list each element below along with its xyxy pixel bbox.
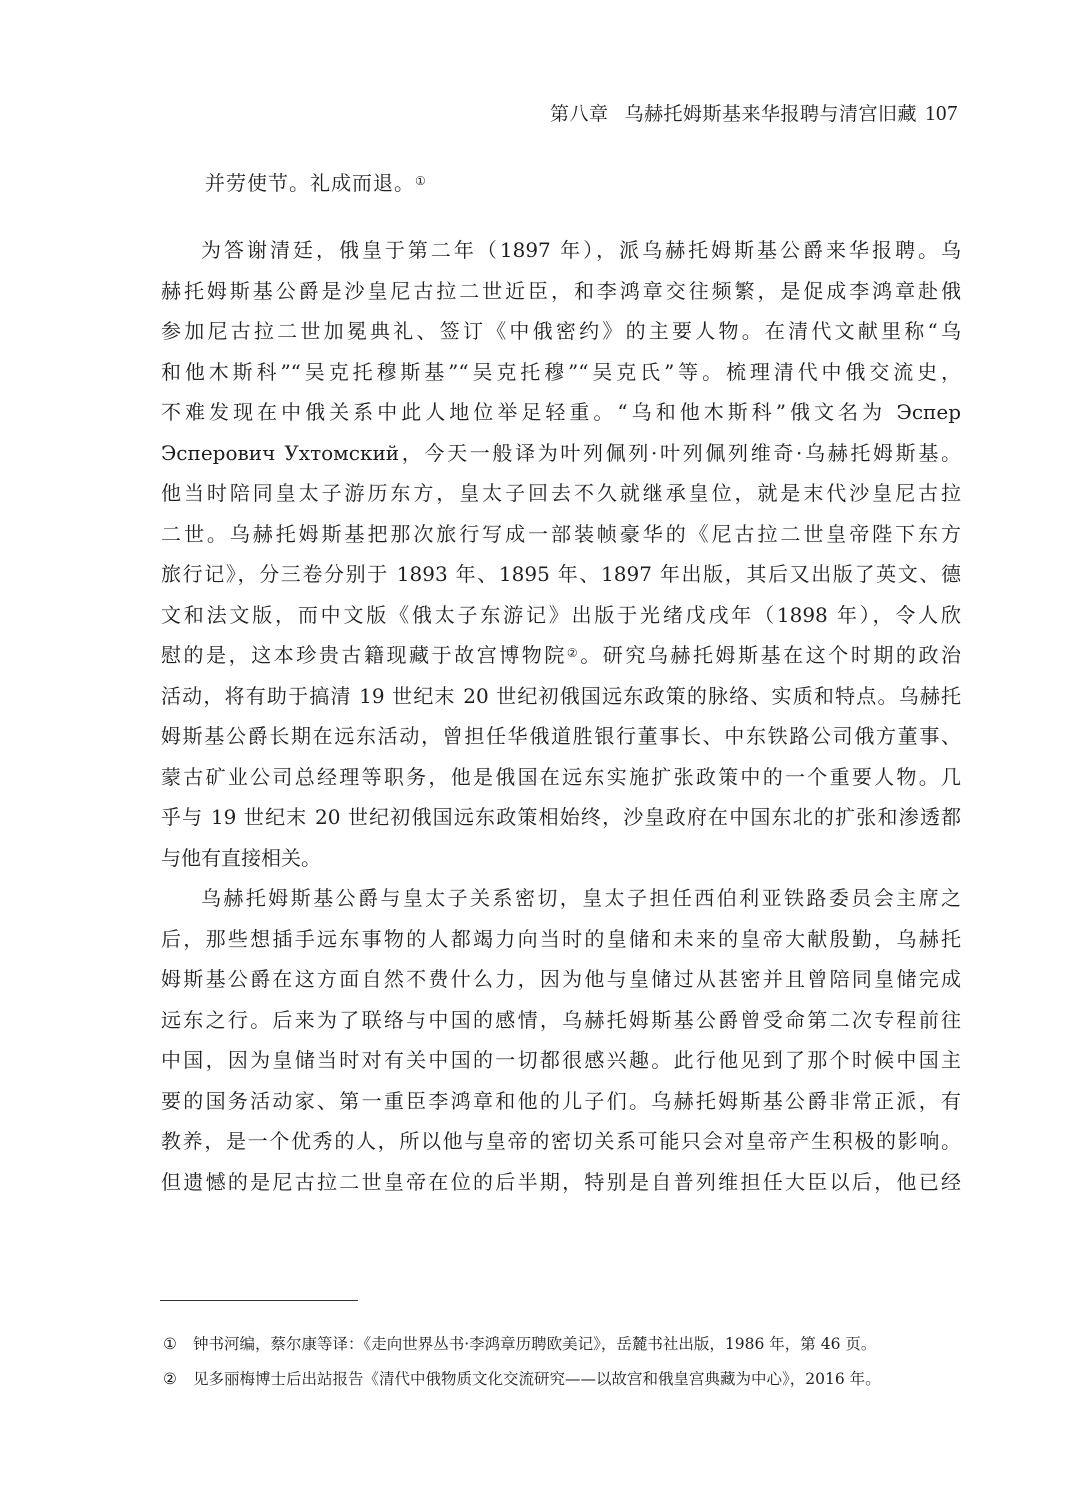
quote-line [205,168,427,198]
footnote-item [163,1327,963,1362]
quote-text: 并劳使节。礼成而退。 [205,171,415,195]
paragraph-line: Эсперович Ухтомский，今天一般译为叶列佩列·叶列佩列维奇·乌赫托姆斯基。 [161,440,961,465]
paragraph-line: 乎与 19 世纪末 20 世纪初俄国远东政策相始终，沙皇政府在中国东北的扩张和渗透都 [161,805,961,829]
line-text: 。研究乌赫托姆斯基在这个时期的政治 [580,643,962,667]
paragraph-line: 与他有直接相关。 [161,845,321,870]
paragraph-line: 教养，是一个优秀的人，所以他与皇帝的密切关系可能只会对皇帝产生积极的影响。 [161,1129,961,1153]
footnote-text: 钟书河编，蔡尔康等译：《走向世界丛书·李鸿章历聘欧美记》，岳麓书社出版，1986 年，第 46 页。 [193,1335,877,1353]
footnote-ref-1: ① [415,174,427,188]
body-text [161,230,961,1202]
footnote-text: 见多丽梅博士后出站报告《清代中俄物质文化交流研究——以故宫和俄皇宫典藏为中心》，2016 年。 [193,1370,881,1388]
paragraph-line: 远东之行。后来为了联络与中国的感情，乌赫托姆斯基公爵曾受命第二次专程前往 [161,1007,961,1032]
paragraph-line: 和他木斯科”“吴克托穆斯基”“吴克托穆”“吴克氏”等。梳理清代中俄交流史， [161,359,961,384]
footnote-mark: ② [163,1370,177,1388]
paragraph-line: 为答谢清廷，俄皇于第二年（1897 年），派乌赫托姆斯基公爵来华报聘。乌 [201,238,961,262]
page-number: 107 [925,101,958,125]
paragraph-line: 活动，将有助于搞清 19 世纪末 20 世纪初俄国远东政策的脉络、实质和特点。乌赫托 [161,683,961,708]
paragraph-line: 后，那些想插手远东事物的人都竭力向当时的皇储和未来的皇帝大献殷勤，乌赫托 [161,926,961,951]
chapter-title: 乌赫托姆斯基来华报聘与清宫旧藏 [624,103,917,125]
footnote-item [163,1362,963,1397]
footnote-mark: ① [163,1335,177,1353]
paragraph-line: 姆斯基公爵长期在远东活动，曾担任华俄道胜银行董事长、中东铁路公司俄方董事、 [161,724,961,748]
paragraph-line [161,635,961,676]
paragraph-line: 蒙古矿业公司总经理等职务，他是俄国在远东实施扩张政策中的一个重要人物。几 [161,764,961,789]
paragraph-line: 但遗憾的是尼古拉二世皇帝在位的后半期，特别是自普列维担任大臣以后，他已经 [161,1169,961,1194]
paragraph-line: 中国，因为皇储当时对有关中国的一切都很感兴趣。此行他见到了那个时候中国主 [161,1048,961,1072]
paragraph-line: 旅行记》，分三卷分别于 1893 年、1895 年、1897 年出版，其后又出版了英文、德 [161,562,961,586]
paragraph-line: 参加尼古拉二世加冕典礼、签订《中俄密约》的主要人物。在清代文献里称“乌 [161,319,961,343]
paragraph-line: 二世。乌赫托姆斯基把那次旅行写成一部装帧豪华的《尼古拉二世皇帝陛下东方 [161,521,961,546]
chapter-label: 第八章 [549,103,609,125]
paragraph-line: 不难发现在中俄关系中此人地位举足轻重。“乌和他木斯科”俄文名为 Эспер [161,400,961,424]
paragraph-line: 乌赫托姆斯基公爵与皇太子关系密切，皇太子担任西伯利亚铁路委员会主席之 [201,886,961,910]
footnotes [163,1327,963,1397]
footnote-divider [160,1300,358,1301]
footnote-ref-2: ② [566,646,581,660]
paragraph-line: 要的国务活动家、第一重臣李鸿章和他的儿子们。乌赫托姆斯基公爵非常正派，有 [161,1088,961,1113]
paragraph-line: 姆斯基公爵在这方面自然不费什么力，因为他与皇储过从甚密并且曾陪同皇储完成 [161,967,961,991]
running-head [550,99,958,128]
line-text: 慰的是，这本珍贵古籍现藏于故宫博物院 [161,643,567,667]
paragraph-line: 文和法文版，而中文版《俄太子东游记》出版于光绪戊戌年（1898 年），令人欣 [161,602,961,627]
paragraph-line: 他当时陪同皇太子游历东方，皇太子回去不久就继承皇位，就是末代沙皇尼古拉 [161,481,961,505]
paragraph-line: 赫托姆斯基公爵是沙皇尼古拉二世近臣，和李鸿章交往频繁，是促成李鸿章赴俄 [161,278,961,303]
